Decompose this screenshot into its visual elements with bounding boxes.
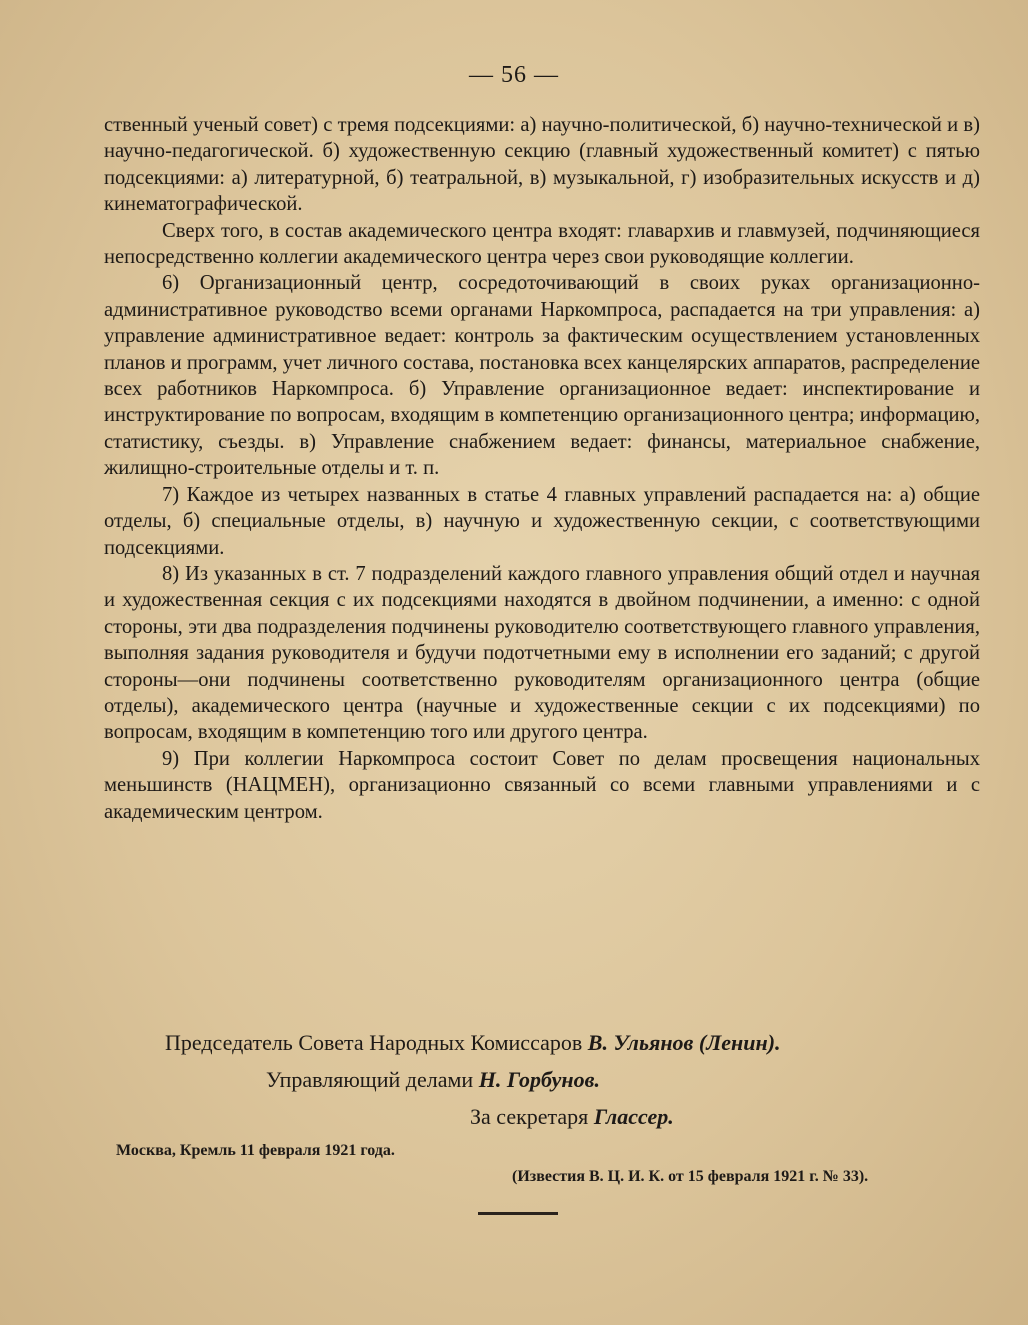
end-rule — [478, 1212, 558, 1215]
paragraph: 8) Из указанных в ст. 7 подразделений каждого главного управления общий отдел и научная и художественная секция с их подсекциями находятся в двойном подчинении, а именно: с одной стороны, эти два подразделения подчинены руководителю соответствующего главного управления, выполняя задания руководителя и будучи подотчетными ему в исполнении его заданий; с другой стороны—они подчинены соответственно руководителям организационного центра (общие отделы), академического центра (научные и художественные секции с их подсекциями) по вопросам, входящим в компетенцию того или другого центра. — [104, 562, 980, 744]
signature-title: За секретаря — [470, 1104, 589, 1129]
signature-name: Глассер. — [593, 1104, 674, 1129]
signature-line — [266, 1067, 600, 1093]
source-citation: (Известия В. Ц. И. К. от 15 февраля 1921 г. № 33). — [512, 1168, 869, 1185]
signature-name: Н. Горбунов. — [478, 1067, 600, 1092]
signature-name: В. Ульянов (Ленин). — [587, 1030, 781, 1055]
page-number: — 56 — — [469, 62, 559, 88]
signature-line — [470, 1104, 674, 1130]
body-text — [104, 112, 980, 825]
paragraph: Сверх того, в состав академического центра входят: главархив и главмузей, подчиняющиеся непосредственно коллегии академического центра через свои руководящие коллегии. — [104, 219, 980, 269]
paragraph: 6) Организационный центр, сосредоточивающий в своих руках организационно-административное руководство всеми органами Наркомпроса, распадается на три управления: а) управление административное ведает: контроль за фактическим осуществлением установленных планов и программ, учет личного состава, постановка всех канцелярских аппаратов, распределение всех работников Наркомпроса. б) Управление организационное ведает: инспектирование и инструктирование по вопросам, входящим в компетенцию организационного центра; информацию, статистику, съезды. в) Управление снабжением ведает: финансы, материальное снабжение, жилищно-строительные отделы и т. п. — [104, 272, 980, 480]
paragraph: 9) При коллегии Наркомпроса состоит Совет по делам просвещения национальных меньшинств (НАЦМЕН), организационно связанный со всеми главными управлениями и с академическим центром. — [104, 747, 980, 823]
signature-line — [165, 1030, 781, 1056]
paragraph: 7) Каждое из четырех названных в статье 4 главных управлений распадается на: а) общие отделы, б) специальные отделы, в) научную и художественную секции, с соответствующими подсекциями. — [104, 483, 980, 559]
signature-title: Председатель Совета Народных Комиссаров — [165, 1030, 583, 1055]
signature-title: Управляющий делами — [266, 1067, 474, 1092]
place-date: Москва, Кремль 11 февраля 1921 года. — [116, 1142, 395, 1159]
paragraph: ственный ученый совет) с тремя подсекциями: а) научно-политической, б) научно-технической и в) научно-педагогической. б) художественную секцию (главный художественный комитет) с пятью подсекциями: а) литературной, б) театральной, в) музыкальной, г) изобразительных искусств и д) кинематографической. — [104, 114, 980, 216]
